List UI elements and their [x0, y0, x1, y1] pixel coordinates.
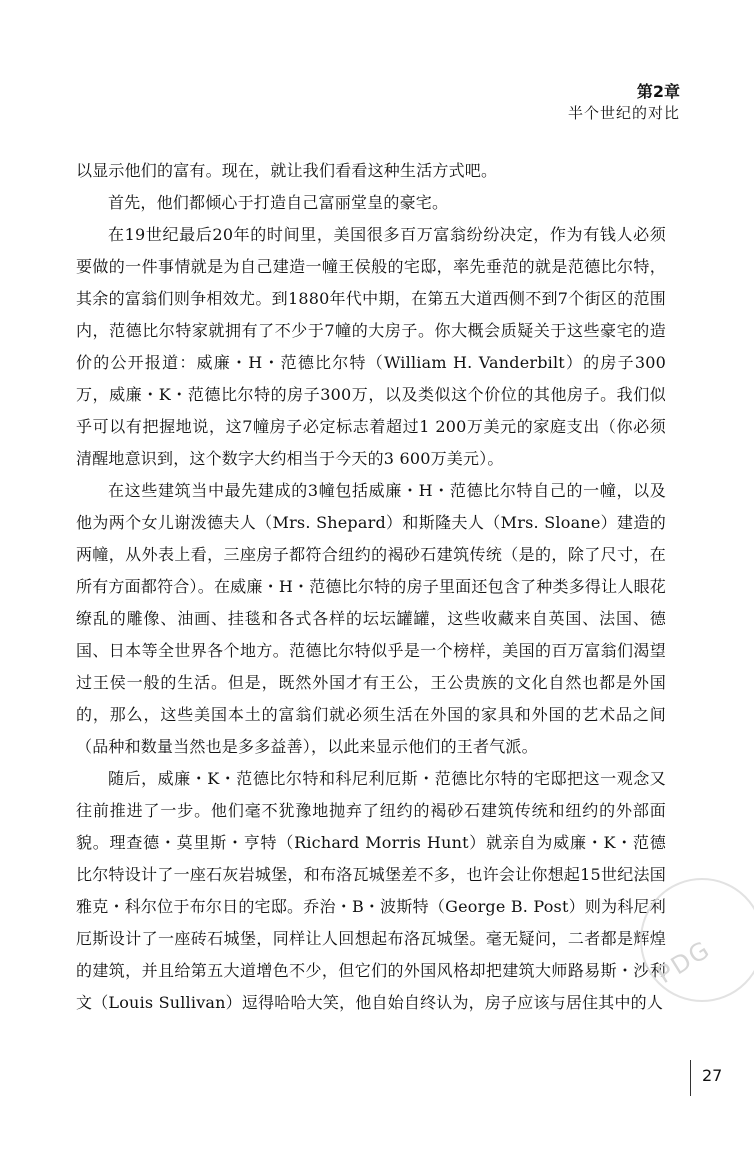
chapter-title: 半个世纪的对比: [567, 104, 680, 122]
paragraph: 在这些建筑当中最先建成的3幢包括威廉・H・范德比尔特自己的一幢，以及他为两个女儿谢泼德夫人（Mrs. Shepard）和斯隆夫人（Mrs. Sloane）建造的两幢，从外表上看，三座房子都符合纽约的褐砂石建筑传统（是的，除了尺寸，在所有方面都符合）。在威廉・H・范德比尔特的房子里面还包含了种类多得让人眼花缭乱的雕像、油画、挂毯和各式各样的坛坛罐罐，这些收藏来自英国、法国、德国、日本等全世界各个地方。范德比尔特似乎是一个榜样，美国的百万富翁们渴望过王侯一般的生活。但是，既然外国才有王公，王公贵族的文化自然也都是外国的，那么，这些美国本土的富翁们就必须生活在外国的家具和外国的艺术品之间（品种和数量当然也是多多益善），以此来显示他们的王者气派。: [76, 481, 666, 756]
chapter-number: 第2章: [636, 82, 680, 101]
watermark-text: PDG: [651, 934, 716, 990]
paragraph-continuation: 以显示他们的富有。现在，就让我们看看这种生活方式吧。: [76, 161, 498, 180]
running-header: [568, 82, 680, 123]
paragraph: 首先，他们都倾心于打造自己富丽堂皇的豪宅。: [108, 193, 449, 212]
paragraph: 随后，威廉・K・范德比尔特和科尼利厄斯・范德比尔特的宅邸把这一观念又往前推进了一步。他们毫不犹豫地抛弃了纽约的褐砂石建筑传统和纽约的外部面貌。理查德・莫里斯・亨特（Richard Morris Hunt）就亲自为威廉・K・范德比尔特设计了一座石灰岩城堡，和布洛瓦城堡差不多，也许会让你想起15世纪法国雅克・科尔位于布尔日的宅邸。乔治・B・波斯特（George B. Post）则为科尼利厄斯设计了一座砖石城堡，同样让人回想起布洛瓦城堡。毫无疑问，二者都是辉煌的建筑，并且给第五大道增色不少，但它们的外国风格却把建筑大师路易斯・沙利文（Louis Sullivan）逗得哈哈大笑，他自始自终认为，房子应该与居住其中的人: [76, 769, 666, 1012]
footer-divider: [690, 1060, 691, 1096]
body-text: [76, 155, 666, 1019]
page-number: 27: [702, 1066, 723, 1085]
paragraph: 在19世纪最后20年的时间里，美国很多百万富翁纷纷决定，作为有钱人必须要做的一件事情就是为自己建造一幢王侯般的宅邸，率先垂范的就是范德比尔特，其余的富翁们则争相效尤。到1880年代中期，在第五大道西侧不到7个街区的范围内，范德比尔特家就拥有了不少于7幢的大房子。你大概会质疑关于这些豪宅的造价的公开报道：威廉・H・范德比尔特（William H. Vanderbilt）的房子300万，威廉・K・范德比尔特的房子300万，以及类似这个价位的其他房子。我们似乎可以有把握地说，这7幢房子必定标志着超过1 200万美元的家庭支出（你必须清醒地意识到，这个数字大约相当于今天的3 600万美元）。: [76, 225, 666, 468]
